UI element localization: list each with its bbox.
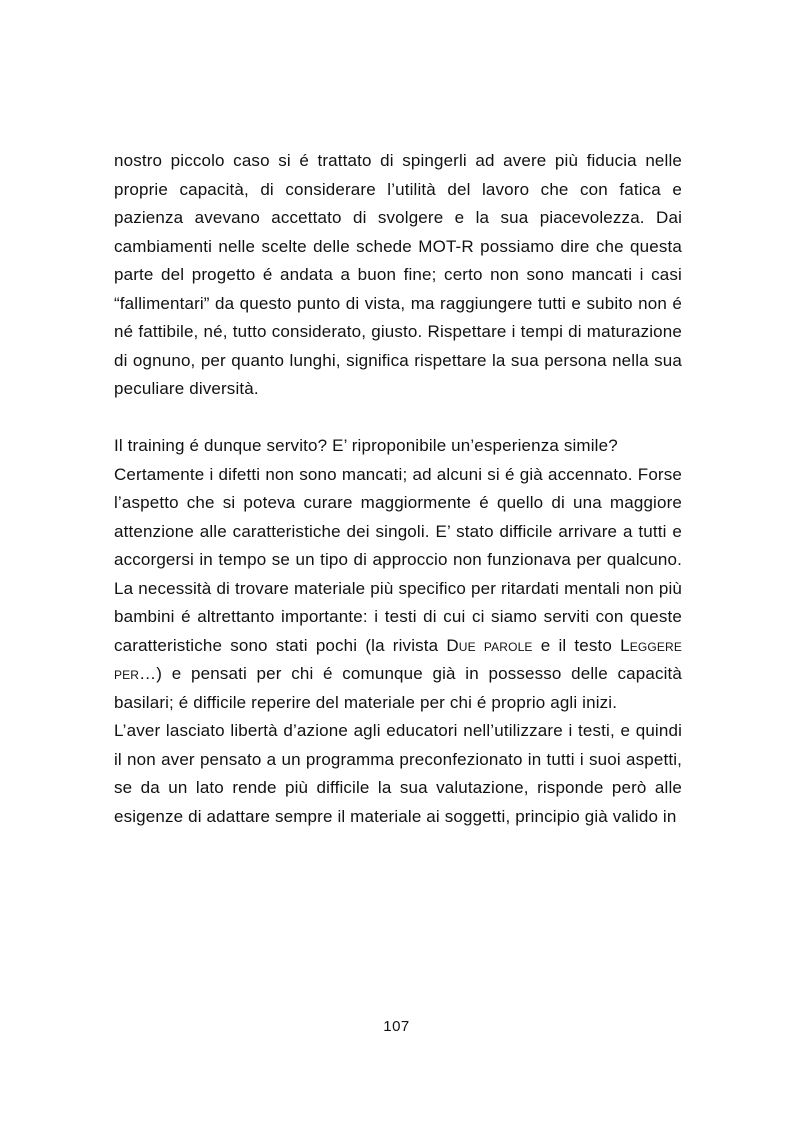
page-number: 107 bbox=[383, 1018, 410, 1035]
title-leggere-per: Leggere per… bbox=[114, 635, 683, 683]
paragraph-2: Il training é dunque servito? E’ riproponibile un’esperienza simile? bbox=[114, 436, 618, 455]
paragraph-3-text-b: e il testo bbox=[532, 635, 621, 655]
paragraph-spacer bbox=[114, 404, 682, 433]
paragraph-3 bbox=[114, 461, 682, 718]
body-text bbox=[114, 147, 682, 831]
paragraph-3-text-c: ) e pensati per chi é comunque già in possesso delle capacità basilari; é difficile reperire del materiale per chi é proprio agli inizi. bbox=[114, 664, 682, 712]
title-due-parole: Due parole bbox=[446, 635, 533, 655]
paragraph-3-text-a: Certamente i difetti non sono mancati; ad alcuni si é già accennato. Forse l’aspetto che si poteva curare maggiormente é quello di una maggiore attenzione alle caratteristiche dei singoli. E’ stato difficile arrivare a tutti e accorgersi in tempo se un tipo di approccio non funzionava per qualcuno. La necessità di trovare materiale più specifico per ritardati mentali non più bambini é altrettanto importante: i testi di cui ci siamo serviti con queste caratteristiche sono stati pochi (la rivista bbox=[114, 464, 682, 655]
paragraph-1: nostro piccolo caso si é trattato di spingerli ad avere più fiducia nelle proprie capacità, di considerare l’utilità del lavoro che con fatica e pazienza avevano accettato di svolgere e la sua piacevolezza. Dai cambiamenti nelle scelte delle schede MOT-R possiamo dire che questa parte del progetto é andata a buon fine; certo non sono mancati i casi “fallimentari” da questo punto di vista, ma raggiungere tutti e subito non é né fattibile, né, tutto considerato, giusto. Rispettare i tempi di maturazione di ognuno, per quanto lunghi, significa rispettare la sua persona nella sua peculiare diversità. bbox=[114, 151, 682, 398]
paragraph-4: L’aver lasciato libertà d’azione agli educatori nell’utilizzare i testi, e quindi il non aver pensato a un programma preconfezionato in tutti i suoi aspetti, se da un lato rende più difficile la sua valutazione, risponde però alle esigenze di adattare sempre il materiale ai soggetti, principio già valido in bbox=[114, 721, 682, 826]
